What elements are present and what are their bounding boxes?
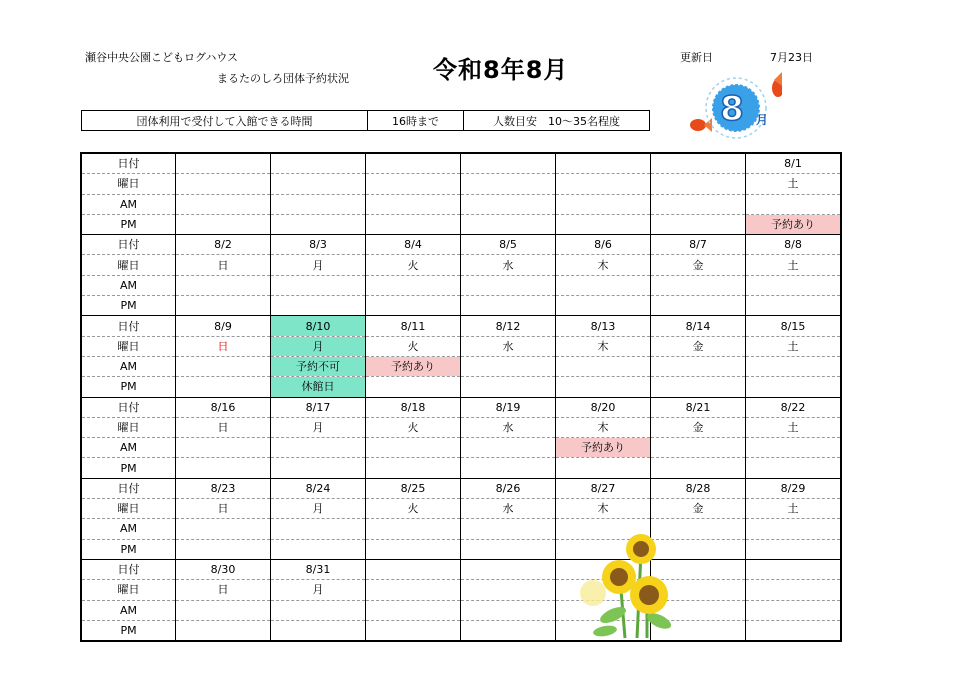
calendar-cell [366,296,461,316]
calendar-cell: 金 [651,499,746,519]
calendar-cell: 水 [461,336,556,356]
row-label: PM [81,296,176,316]
calendar-cell: 8/11 [366,316,461,336]
calendar-cell: 土 [746,174,842,194]
calendar-cell [651,214,746,234]
row-label: PM [81,620,176,641]
month-badge [690,70,782,140]
info-bar [81,110,650,131]
calendar-cell: 8/31 [271,559,366,579]
row-label: 日付 [81,397,176,417]
row-label: 日付 [81,478,176,498]
calendar-cell [366,458,461,478]
calendar-cell [176,356,271,376]
calendar-cell [651,194,746,214]
calendar-cell: 予約あり [556,438,651,458]
calendar-cell [651,458,746,478]
calendar-cell: 木 [556,417,651,437]
calendar-cell: 8/24 [271,478,366,498]
calendar-cell: 金 [651,417,746,437]
calendar-cell [271,174,366,194]
calendar-cell: 土 [746,255,842,275]
calendar-cell [176,153,271,174]
calendar-cell: 予約不可 [271,356,366,376]
calendar-cell [461,438,556,458]
row-label: AM [81,600,176,620]
calendar-cell [461,214,556,234]
calendar-cell [366,153,461,174]
calendar-cell [271,275,366,295]
calendar-cell [366,194,461,214]
calendar-cell [366,275,461,295]
date-row [81,559,841,579]
calendar-cell [366,620,461,641]
calendar-cell [746,275,842,295]
calendar-cell: 8/19 [461,397,556,417]
sunflower-head-top [626,534,656,564]
calendar-cell: 日 [176,417,271,437]
calendar-cell [461,194,556,214]
reservation-calendar [80,152,842,642]
hours-label: 団体利用で受付して入館できる時間 [82,111,368,130]
row-label: 曜日 [81,174,176,194]
pm-row [81,539,841,559]
updated-label: 更新日 [680,51,713,64]
row-label: AM [81,438,176,458]
row-label: 曜日 [81,417,176,437]
calendar-cell [746,620,842,641]
calendar-cell [556,214,651,234]
calendar-cell [271,620,366,641]
pm-row [81,620,841,641]
badge-number: 8 [720,89,744,129]
am-row [81,519,841,539]
calendar-cell [366,600,461,620]
calendar-cell [176,377,271,397]
calendar-cell: 休館日 [271,377,366,397]
calendar-cell [556,356,651,376]
row-label: AM [81,194,176,214]
calendar-cell: 8/7 [651,235,746,255]
calendar-cell [651,275,746,295]
am-row [81,356,841,376]
calendar-cell [366,559,461,579]
calendar-cell [366,539,461,559]
calendar-cell [366,377,461,397]
calendar-cell: 土 [746,417,842,437]
calendar-cell [176,214,271,234]
sunflower-icon [575,533,685,641]
date-row [81,397,841,417]
row-label: 曜日 [81,499,176,519]
calendar-cell [461,275,556,295]
row-label: 曜日 [81,336,176,356]
am-row [81,600,841,620]
date-row [81,235,841,255]
calendar-cell [746,296,842,316]
row-label: 日付 [81,235,176,255]
calendar-cell: 火 [366,499,461,519]
calendar-cell [651,438,746,458]
calendar-cell: 水 [461,499,556,519]
calendar-cell: 月 [271,499,366,519]
row-label: PM [81,458,176,478]
calendar-cell: 金 [651,336,746,356]
weekday-row [81,580,841,600]
calendar-cell [176,275,271,295]
calendar-cell: 8/18 [366,397,461,417]
calendar-cell [746,438,842,458]
calendar-cell [176,174,271,194]
calendar-cell [556,296,651,316]
calendar-cell: 月 [271,336,366,356]
row-label: 日付 [81,153,176,174]
calendar-cell [271,600,366,620]
calendar-cell [271,153,366,174]
weekday-row [81,499,841,519]
weekday-row [81,336,841,356]
calendar-cell: 木 [556,499,651,519]
date-row [81,478,841,498]
calendar-cell [176,194,271,214]
calendar-cell: 8/25 [366,478,461,498]
calendar-cell [746,458,842,478]
calendar-cell [271,296,366,316]
calendar-cell [366,580,461,600]
calendar-cell: 8/17 [271,397,366,417]
am-row [81,275,841,295]
calendar-cell: 8/15 [746,316,842,336]
calendar-cell: 8/27 [556,478,651,498]
calendar-cell: 木 [556,336,651,356]
calendar-cell: 金 [651,255,746,275]
calendar-cell: 火 [366,336,461,356]
row-label: 日付 [81,559,176,579]
calendar-cell [746,539,842,559]
calendar-cell [651,296,746,316]
updated-date: 7月23日 [770,51,813,64]
calendar-cell [271,539,366,559]
calendar-cell [746,559,842,579]
calendar-cell [746,356,842,376]
calendar-cell [461,174,556,194]
calendar-cell [461,600,556,620]
calendar-cell: 8/3 [271,235,366,255]
calendar-cell [461,458,556,478]
date-row [81,316,841,336]
pm-row [81,296,841,316]
calendar-cell [461,153,556,174]
calendar-cell [271,519,366,539]
calendar-cell: 月 [271,580,366,600]
calendar-cell [746,519,842,539]
calendar-cell: 月 [271,255,366,275]
calendar-cell [271,194,366,214]
calendar-cell [461,620,556,641]
calendar-cell: 月 [271,417,366,437]
row-label: 曜日 [81,255,176,275]
weekday-row [81,417,841,437]
calendar-cell [651,174,746,194]
calendar-cell [366,519,461,539]
calendar-cell: 8/21 [651,397,746,417]
pm-row [81,377,841,397]
calendar-cell: 日 [176,580,271,600]
calendar-cell [746,194,842,214]
row-label: AM [81,275,176,295]
people-label: 人数目安 10～35名程度 [493,114,620,128]
calendar-cell: 水 [461,417,556,437]
calendar-cell [271,458,366,478]
calendar-cell [176,539,271,559]
calendar-cell: 8/5 [461,235,556,255]
am-row [81,438,841,458]
calendar-cell: 8/23 [176,478,271,498]
calendar-cell: 8/29 [746,478,842,498]
calendar-cell [176,438,271,458]
calendar-cell [746,580,842,600]
calendar-cell: 8/4 [366,235,461,255]
calendar-cell [461,356,556,376]
calendar-cell [556,275,651,295]
calendar-cell: 日 [176,336,271,356]
calendar-cell [556,377,651,397]
calendar-cell [176,296,271,316]
facility-name: 瀬谷中央公園こどもログハウス [85,51,239,64]
calendar-cell [556,458,651,478]
date-row [81,153,841,174]
row-label: AM [81,356,176,376]
calendar-cell: 水 [461,255,556,275]
calendar-cell [461,296,556,316]
calendar-cell: 8/10 [271,316,366,336]
hours-value: 16時まで [368,111,464,130]
calendar-cell [461,519,556,539]
calendar-cell [746,377,842,397]
calendar-cell: 8/20 [556,397,651,417]
calendar-cell: 木 [556,255,651,275]
calendar-cell: 予約あり [746,214,842,234]
row-label: PM [81,214,176,234]
row-label: 曜日 [81,580,176,600]
calendar-cell [271,214,366,234]
calendar-cell [176,600,271,620]
calendar-cell: 8/13 [556,316,651,336]
page-subtitle: まるたのしろ団体予約状況 [217,72,349,85]
calendar-cell [461,559,556,579]
calendar-cell [556,174,651,194]
calendar-cell [651,377,746,397]
calendar-cell: 8/1 [746,153,842,174]
calendar-cell [176,620,271,641]
calendar-cell: 土 [746,499,842,519]
calendar-cell [556,194,651,214]
calendar-cell [461,580,556,600]
calendar-cell [366,214,461,234]
calendar-cell [651,356,746,376]
calendar-cell: 8/8 [746,235,842,255]
row-label: PM [81,539,176,559]
calendar-cell: 8/6 [556,235,651,255]
row-label: 日付 [81,316,176,336]
calendar-cell: 8/14 [651,316,746,336]
calendar-cell: 8/9 [176,316,271,336]
calendar-cell: 8/16 [176,397,271,417]
sunflower-head-right [630,576,668,614]
calendar-cell [461,377,556,397]
sunflower-head-left [602,560,636,594]
row-label: AM [81,519,176,539]
weekday-row [81,255,841,275]
calendar-cell: 8/12 [461,316,556,336]
calendar-cell [176,519,271,539]
weekday-row [81,174,841,194]
calendar-cell: 8/28 [651,478,746,498]
pm-row [81,214,841,234]
calendar-cell: 8/30 [176,559,271,579]
calendar-cell [651,153,746,174]
row-label: PM [81,377,176,397]
calendar-cell: 予約あり [366,356,461,376]
calendar-cell: 8/2 [176,235,271,255]
calendar-cell: 8/22 [746,397,842,417]
calendar-cell [271,438,366,458]
calendar-cell [176,458,271,478]
calendar-cell: 日 [176,499,271,519]
calendar-cell [746,600,842,620]
calendar-cell: 日 [176,255,271,275]
calendar-cell: 火 [366,417,461,437]
calendar-cell: 火 [366,255,461,275]
calendar-cell [366,174,461,194]
page-title: 令和8年8月 [433,56,569,84]
calendar-cell [556,153,651,174]
am-row [81,194,841,214]
calendar-cell: 土 [746,336,842,356]
calendar-cell [461,539,556,559]
calendar-cell [366,438,461,458]
calendar-cell: 8/26 [461,478,556,498]
badge-unit: 月 [756,113,769,127]
pm-row [81,458,841,478]
